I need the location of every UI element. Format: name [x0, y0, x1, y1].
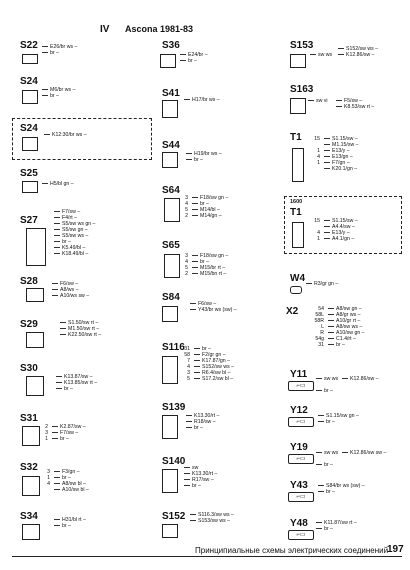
pin-number: 2 — [185, 271, 188, 277]
section-label: S84 — [162, 292, 180, 303]
wire-label: sw ws — [316, 450, 360, 456]
wire-label: S116.3/sw ws – — [190, 512, 234, 518]
wire-label: K12:30/br ws – — [44, 132, 87, 138]
section-label: S163 — [290, 84, 314, 95]
solenoid-symbol: ⌐▭ — [288, 530, 314, 540]
switch-symbol — [290, 54, 306, 68]
wire-label: K13.30/rt – — [186, 413, 219, 419]
pin-number: 2 — [185, 213, 188, 219]
wire-list — [54, 517, 86, 529]
switch-symbol — [26, 376, 44, 396]
footer-caption: Принципиальные схемы электрических соединений — [195, 546, 389, 555]
section-label: S28 — [20, 276, 38, 287]
section-label: W4 — [290, 273, 305, 284]
lamp-symbol — [290, 286, 302, 294]
section-label: S27 — [20, 215, 38, 226]
wire-label: F7/gn – — [324, 160, 359, 166]
wire-list — [324, 218, 358, 242]
wire-label: A4.1/gn – — [324, 236, 358, 242]
pin-number: 54 — [318, 306, 324, 312]
wire-label: Y43/br ws (sw) – — [190, 307, 237, 313]
wire-label: br – — [194, 346, 234, 352]
pin-number: 5 — [185, 207, 188, 213]
pin-list — [180, 346, 190, 382]
wire-list — [52, 424, 86, 442]
wire-list — [192, 253, 228, 277]
pin-list — [178, 253, 188, 277]
section-label: X2 — [286, 306, 299, 317]
pin-number: 15 — [314, 136, 320, 142]
section-label: S36 — [162, 40, 180, 51]
wire-label: H31/bl rt – — [54, 517, 86, 523]
wire-label: K13.87/sw – — [56, 374, 97, 380]
wire-label: K12.86/sw – — [338, 52, 378, 58]
pin-list — [40, 469, 50, 487]
wire-list — [184, 97, 220, 103]
pin-number: 1 — [47, 475, 50, 481]
wire-label: K2.87/sw – — [52, 424, 86, 430]
section-label: S22 — [20, 40, 38, 51]
wire-list — [316, 450, 387, 468]
pin-number: 5 — [187, 376, 190, 382]
wire-list — [54, 469, 89, 493]
wire-list — [186, 151, 222, 163]
pin-number: 15 — [314, 218, 320, 224]
section-label: S24 — [20, 76, 38, 87]
wire-label: M1.50/sw rt – — [60, 326, 101, 332]
section-label: S64 — [162, 185, 180, 196]
pin-number: 4 — [317, 230, 320, 236]
pin-number: 4 — [187, 364, 190, 370]
page-roman: IV — [100, 24, 110, 35]
section-label: Y12 — [290, 405, 308, 416]
wire-label: sw — [184, 465, 217, 471]
switch-symbol — [26, 288, 44, 302]
wire-label: H17/br ws – — [184, 97, 220, 103]
solenoid-symbol: ⌐▭ — [288, 454, 314, 464]
section-label: S139 — [162, 402, 186, 413]
switch-symbol — [162, 469, 178, 493]
wire-label: A10/gr rt – — [328, 318, 365, 324]
wire-label: br – — [192, 259, 228, 265]
pin-number: 3 — [185, 195, 188, 201]
switch-symbol — [162, 524, 178, 538]
wire-label: K13.30/rt – — [184, 471, 217, 477]
switch-symbol — [26, 332, 44, 348]
solenoid-symbol: ⌐▭ — [288, 492, 314, 502]
switch-symbol — [22, 54, 38, 64]
pin-number: 1 — [317, 148, 320, 154]
section-label: Y48 — [290, 518, 308, 529]
ignition-coil-symbol — [292, 222, 304, 248]
wire-label: sw ws — [310, 52, 350, 58]
wire-label: K13.85/sw rt – — [56, 380, 97, 386]
pin-number: 58R — [314, 318, 324, 324]
variant-label: 1600 — [290, 199, 303, 205]
wire-list — [42, 44, 77, 56]
pin-list — [310, 306, 324, 348]
wire-label: S153/sw ws – — [190, 518, 234, 524]
wire-label: K5.49/bl – — [54, 245, 95, 251]
wire-list — [60, 320, 101, 338]
switch-symbol — [22, 90, 38, 104]
wire-label: br – — [316, 526, 357, 532]
section-label: S152 — [162, 511, 186, 522]
switch-symbol — [162, 306, 178, 322]
section-label: Y11 — [290, 369, 308, 380]
page-model: Ascona 1981-83 — [125, 24, 194, 34]
wire-label: A8/ws – — [52, 287, 89, 293]
pin-number: 54g — [315, 336, 324, 342]
wire-list — [52, 281, 89, 299]
wire-label: br – — [54, 239, 95, 245]
wire-label: br – — [328, 342, 365, 348]
wire-list — [316, 376, 379, 394]
pin-number: R — [320, 330, 324, 336]
pin-number: 3 — [47, 469, 50, 475]
wire-label: br – — [186, 425, 219, 431]
wire-label: S5/sw ws gn – — [54, 221, 95, 227]
wire-label: br – — [318, 419, 359, 425]
section-label: Y19 — [290, 442, 308, 453]
pin-list — [310, 136, 320, 166]
wire-label: K8.53/sw rt – — [336, 104, 374, 110]
pin-number: 1 — [45, 436, 48, 442]
pin-number: 4 — [47, 481, 50, 487]
wire-label: F6/sw – — [52, 281, 89, 287]
wire-list — [42, 87, 75, 99]
wire-label: F7/sw – — [52, 430, 86, 436]
wire-label: K17.87/gn – — [194, 358, 234, 364]
switch-symbol — [22, 181, 38, 193]
wire-list — [328, 306, 365, 348]
wire-label: br – — [56, 386, 97, 392]
wire-label: S152/sw ws – — [194, 364, 234, 370]
wire-list — [54, 209, 95, 257]
wire-label: F2/gr gn – — [194, 352, 234, 358]
wire-label: br – — [42, 93, 75, 99]
wire-label: S84/br ws (sw) – — [318, 483, 365, 489]
switch-symbol — [160, 54, 176, 68]
wire-label: br – — [316, 388, 353, 394]
switch-symbol — [162, 100, 178, 118]
wire-label: A10/sw gn – — [328, 330, 365, 336]
wire-list — [316, 520, 357, 532]
switch-symbol — [162, 415, 178, 439]
wire-label: br – — [186, 157, 222, 163]
section-label: T1 — [290, 207, 302, 218]
wire-label: R3/gr gn – — [306, 281, 338, 287]
pin-number: 4 — [185, 259, 188, 265]
wire-label: S17.2/sw bl – — [194, 376, 234, 382]
wire-label: K11.87/sw rt – — [316, 520, 357, 526]
wire-label: br – — [180, 58, 208, 64]
wire-label: A4.4/sw – — [324, 224, 358, 230]
wire-label: br – — [54, 475, 89, 481]
wire-label: K18.49/bl – — [54, 251, 95, 257]
wire-label: H5/bl gn – — [42, 181, 74, 187]
wire-label: M15/br rt – — [192, 265, 228, 271]
wire-label: br – — [184, 483, 217, 489]
footer-rule — [12, 556, 402, 557]
pin-number: 31 — [184, 346, 190, 352]
wire-label: A8/sw gn – — [328, 306, 365, 312]
wire-list — [56, 374, 97, 392]
pin-list — [38, 424, 48, 442]
section-label: S25 — [20, 168, 38, 179]
wire-label: F18/sw gn – — [192, 195, 228, 201]
section-label: S24 — [20, 123, 38, 134]
wire-label: A8/gr ws – — [328, 312, 365, 318]
section-label: S44 — [162, 140, 180, 151]
wire-label: br – — [192, 201, 228, 207]
switch-symbol — [162, 356, 178, 384]
pin-number: 3 — [185, 253, 188, 259]
section-label: T1 — [290, 132, 302, 143]
wire-label: S1.15/sw gn – — [318, 413, 359, 419]
pin-list — [310, 218, 320, 242]
wire-label: S5/sw ws – — [54, 233, 95, 239]
wire-label: R17/sw – — [184, 477, 217, 483]
switch-symbol — [290, 98, 306, 114]
wire-list — [184, 465, 217, 489]
wire-list — [306, 281, 338, 287]
switch-symbol — [22, 476, 40, 496]
section-label: S32 — [20, 462, 38, 473]
section-label: S30 — [20, 363, 38, 374]
wire-label: E13/gn – — [324, 154, 359, 160]
wire-label: R18/sw – — [186, 419, 219, 425]
pin-number: 3 — [187, 370, 190, 376]
wire-label: K12.86/sw – — [342, 376, 379, 382]
wire-label: M1.15/sw – — [324, 142, 359, 148]
wire-label: S152/sw ws – — [338, 46, 378, 52]
section-label: S34 — [20, 511, 38, 522]
pin-number: 7 — [187, 358, 190, 364]
wire-label: br – — [52, 436, 86, 442]
section-label: S41 — [162, 88, 180, 99]
wire-list — [186, 413, 219, 431]
wire-list — [192, 195, 228, 219]
wire-list — [308, 98, 375, 116]
section-label: S31 — [20, 413, 38, 424]
wire-label: C1.4/rt – — [328, 336, 365, 342]
section-label: S153 — [290, 40, 314, 51]
wire-label: F6/sw – — [190, 301, 237, 307]
pin-number: 5 — [185, 265, 188, 271]
solenoid-symbol: ⌐▭ — [288, 417, 314, 427]
pin-number: 1 — [317, 236, 320, 242]
wire-label: F18/sw gn – — [192, 253, 228, 259]
pin-number: 31 — [318, 342, 324, 348]
pin-number: 1 — [317, 160, 320, 166]
wire-label: H19/br ws – — [186, 151, 222, 157]
solenoid-symbol: ⌐▭ — [288, 381, 314, 391]
wire-label: K12.86/sw sw – — [342, 450, 386, 456]
wire-label: E24/br – — [180, 52, 208, 58]
wire-label: M6/br ws – — [42, 87, 75, 93]
wire-label: F3/gn – — [54, 469, 89, 475]
pin-number: 4 — [185, 201, 188, 207]
wire-label: F7/sw – — [54, 209, 95, 215]
wire-label: S1.50/sw rt – — [60, 320, 101, 326]
wire-list — [318, 483, 365, 495]
wire-label: br – — [54, 523, 86, 529]
section-label: S116 — [162, 342, 185, 353]
wire-label: M14/gn – — [192, 213, 228, 219]
wire-list — [190, 512, 234, 524]
switch-symbol — [22, 524, 40, 540]
wire-label: R6.4/sw bl – — [194, 370, 234, 376]
switch-symbol — [26, 228, 46, 266]
wire-list — [180, 52, 208, 64]
switch-symbol — [22, 137, 38, 151]
wire-label: A10/sw bl – — [54, 487, 89, 493]
wire-list — [324, 136, 359, 172]
wire-label: S1.15/sw – — [324, 218, 358, 224]
wire-label: A8/sw ws – — [328, 324, 365, 330]
section-label: S29 — [20, 319, 38, 330]
wire-label: F4/rt – — [54, 215, 95, 221]
pin-list — [178, 195, 188, 219]
wire-label: S5/sw gn – — [54, 227, 95, 233]
wire-list — [310, 46, 379, 64]
wire-label: F5/sw – — [336, 98, 374, 104]
wire-label: sw ws — [316, 376, 353, 382]
page-number: 197 — [387, 544, 404, 555]
pin-number: 58 — [184, 352, 190, 358]
wire-label: br – — [316, 462, 360, 468]
section-label: Y43 — [290, 480, 308, 491]
section-label: S140 — [162, 456, 186, 467]
wire-list — [44, 132, 87, 138]
wire-label: E13/y – — [324, 148, 359, 154]
wire-label: E13/y – — [324, 230, 358, 236]
ignition-coil-symbol — [292, 148, 304, 182]
switch-symbol — [162, 152, 178, 168]
pin-number: L — [321, 324, 324, 330]
wire-list — [42, 181, 74, 187]
wire-list — [190, 301, 237, 313]
wire-label: A10/ws sw – — [52, 293, 89, 299]
section-label: S65 — [162, 240, 180, 251]
wire-list — [318, 413, 359, 425]
wire-label: E26/br ws – — [42, 44, 77, 50]
wire-label: S1.15/sw – — [324, 136, 359, 142]
pin-number: 58L — [315, 312, 324, 318]
wire-label: K22.50/sw rt – — [60, 332, 101, 338]
wire-label: M15/bn rt – — [192, 271, 228, 277]
pin-number: 4 — [317, 154, 320, 160]
wire-label: K20.1/gn – — [324, 166, 359, 172]
wire-list — [194, 346, 234, 382]
wire-label: A8/sw bl – — [54, 481, 89, 487]
pin-number: 3 — [45, 430, 48, 436]
wire-label: br – — [318, 489, 365, 495]
wire-label: M14/bl – — [192, 207, 228, 213]
wire-label: sw vi — [308, 98, 346, 104]
pin-number: 2 — [45, 424, 48, 430]
wire-label: br – — [42, 50, 77, 56]
